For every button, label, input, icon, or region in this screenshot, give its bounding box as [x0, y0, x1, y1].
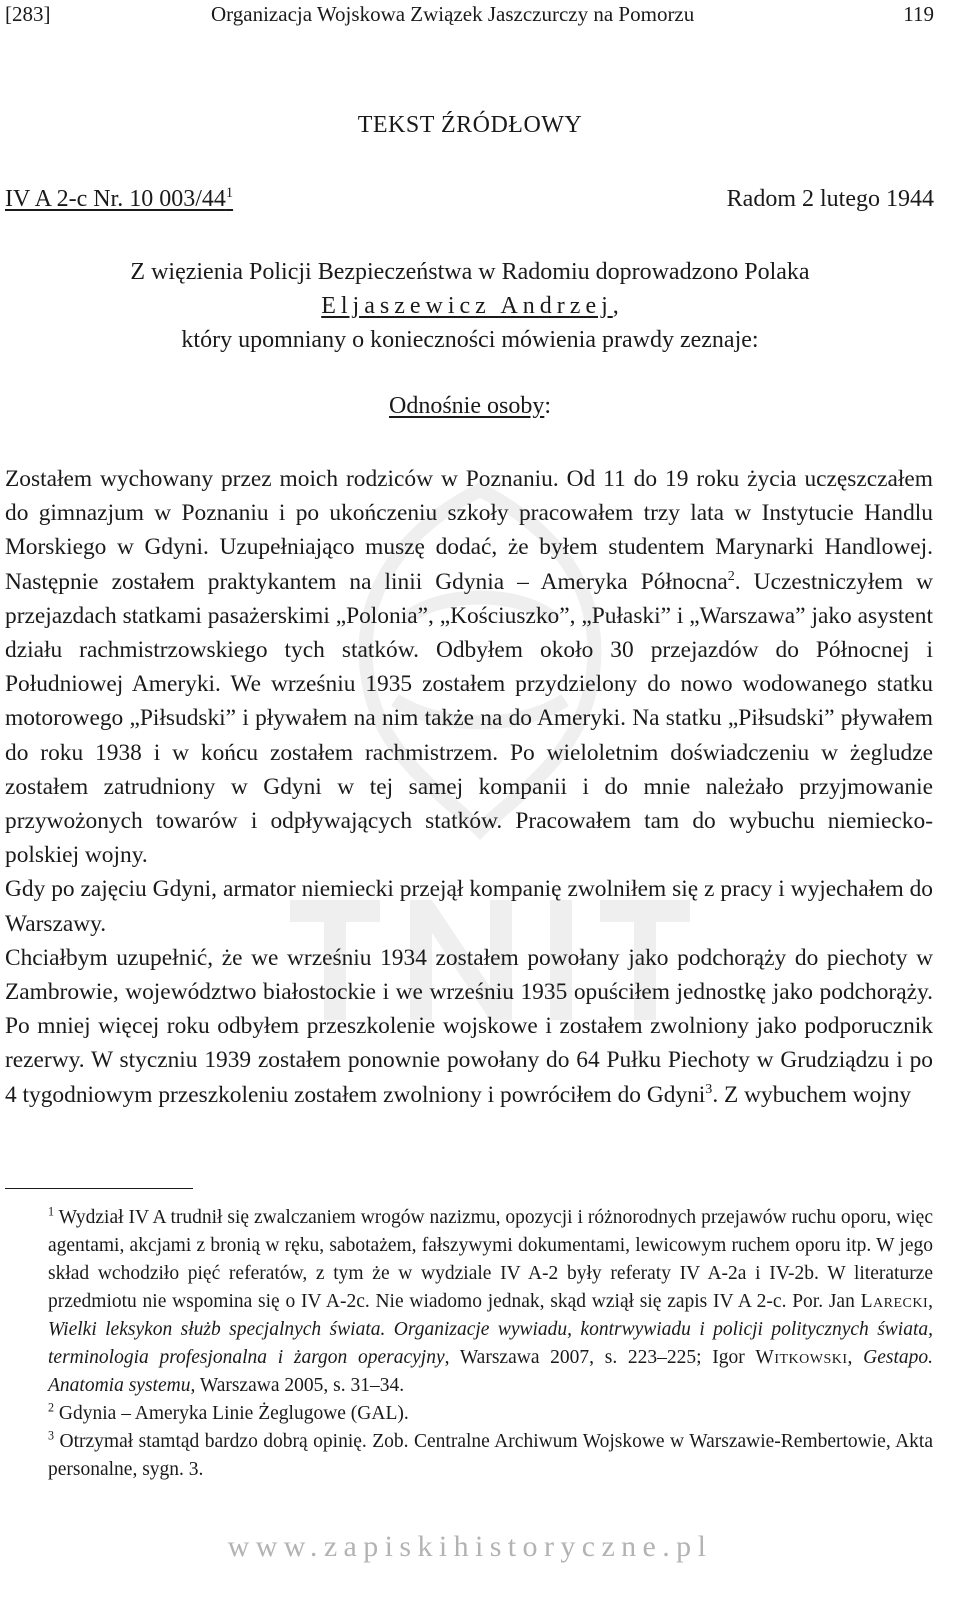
- intro-line: który upomniany o konieczności mówienia prawdy zeznaje:: [181, 327, 759, 353]
- intro-block: [0, 255, 940, 357]
- footnote-text: ,: [847, 1347, 864, 1368]
- footnotes: [5, 1204, 933, 1484]
- document-number-text: IV A 2-c Nr. 10 003/44: [5, 186, 226, 212]
- work-title: Gestapo. Anatomia systemu: [48, 1347, 933, 1396]
- subheading-text: Odnośnie osoby: [388, 393, 545, 419]
- place-and-date: Radom 2 lutego 1944: [726, 186, 934, 212]
- body-paragraph: Gdy po zajęciu Gdyni, armator niemiecki przejął kompanię zwolniłem się z pracy i wyjechałem do Warszawy.: [5, 876, 933, 937]
- footnote-text: Wydział IV A trudnił się zwalczaniem wrogów nazizmu, opozycji i różnorodnych przejawów ruchu oporu, więc agentami, akcjami z bronią w ręku, sabotażem, fałszywymi dokumentami, lewicowym ruchem oporu itp. W jego skład wchodziło pięć referatów, z tym że w wydziale IV A-2 były referaty IV A-2a i IV-2b. W literaturze przedmiotu nie wspomina się o IV A-2c. Nie wiadomo jednak, skąd wziął się zapis IV A 2-c. Por. Jan: [48, 1207, 933, 1312]
- running-header: [5, 2, 934, 32]
- page-number: 119: [903, 2, 934, 26]
- footnote-text: ,: [928, 1291, 933, 1312]
- document-number: [5, 186, 233, 213]
- intro-name-line: [0, 289, 940, 323]
- footnote-separator: [5, 1188, 193, 1189]
- body-paragraph: [5, 462, 933, 872]
- section-title: TEKST ŹRÓDŁOWY: [357, 112, 583, 138]
- running-title: Organizacja Wojskowa Związek Jaszczurczy na Pomorzu: [211, 2, 695, 26]
- footnote-1: [5, 1204, 933, 1400]
- footnote-number: 2: [48, 1400, 55, 1415]
- intro-line: Z więzienia Policji Bezpieczeństwa w Radomiu doprowadzono Polaka: [130, 259, 810, 285]
- subheading: [0, 393, 940, 420]
- body-text: . Z wybuchem wojny: [712, 1081, 912, 1108]
- work-title: Wielki leksykon służb specjalnych świata. Organizacje wywiadu, kontrwywiadu i policji politycznych świata, terminologia profesjonalna i żargon operacyjny: [48, 1319, 933, 1368]
- testimony-body: [5, 462, 933, 1112]
- author-name: Witkowski: [755, 1347, 848, 1368]
- footnote-text: , Warszawa 2007, s. 223–225; Igor: [444, 1347, 756, 1368]
- footnote-mark-3: 3: [705, 1080, 713, 1097]
- person-name: Eljaszewicz Andrzej: [321, 293, 613, 319]
- body-paragraph: [5, 941, 933, 1112]
- name-punctuation: ,: [612, 293, 619, 319]
- body-text: Chciałbym uzupełnić, że we wrześniu 1934 zostałem powołany jako podchorąży do piechoty w Zambrowie, województwo białostockie i we wrześniu 1935 opuściłem jednostkę jako podchorąży. Po mniej więcej roku odbyłem przeszkolenie wojskowe i zostałem zwolniony jako podporucznik rezerwy. W styczniu 1939 zostałem ponownie powołany do 64 Pułku Piechoty w Grudziądzu i po 4 tygodniowym przeszkoleniu zostałem zwolniony i powróciłem do Gdyni: [5, 944, 933, 1108]
- footnote-3: [5, 1428, 933, 1484]
- author-name: Larecki: [860, 1291, 929, 1312]
- subheading-punctuation: :: [544, 393, 551, 419]
- footnote-text: Otrzymał stamtąd bardzo dobrą opinię. Zob. Centralne Archiwum Wojskowe w Warszawie-Rembertowie, Akta personalne, sygn. 3.: [48, 1431, 934, 1480]
- footnote-text: , Warszawa 2005, s. 31–34.: [190, 1375, 405, 1396]
- footnote-mark-2: 2: [727, 567, 735, 584]
- footnote-2: [5, 1400, 933, 1428]
- footer-url: www.zapiskihistoryczne.pl: [227, 1530, 713, 1563]
- footnote-number: 3: [48, 1428, 55, 1443]
- body-text: . Uczestniczyłem w przejazdach statkami pasażerskimi „Polonia”, „Kościuszko”, „Pułaski” i „Warszawa” jako asystent działu rachmistrzowskiego tych statków. Odbyłem około 30 przejazdów do Północnej i Południowej Ameryki. We wrześniu 1935 zostałem przydzielony do nowo wodowanego statku motorowego „Piłsudski” i pływałem na nim także na do Ameryki. Na statku „Piłsudski” pływałem do roku 1938 i w końcu zostałem rachmistrzem. Po wieloletnim doświadczeniu w żegludze zostałem zatrudniony w Gdyni w tej samej kompanii i do mnie należało przyjmowanie przywożonych towarów i odpływających statków. Pracowałem tam do wybuchu niemiecko-polskiej wojny.: [5, 568, 933, 869]
- bracketed-page-number: [283]: [5, 2, 51, 26]
- footnote-text: Gdynia – Ameryka Linie Żeglugowe (GAL).: [58, 1403, 409, 1424]
- footnote-mark-1: 1: [225, 185, 234, 201]
- body-text: Zostałem wychowany przez moich rodziców w Poznaniu. Od 11 do 19 roku życia uczęszczałem do gimnazjum w Poznaniu i po ukończeniu szkoły pracowałem trzy lata w Instytucie Handlu Morskiego w Gdyni. Uzupełniająco muszę dodać, że byłem studentem Marynarki Handlowej. Następnie zostałem praktykantem na linii Gdynia – Ameryka Północna: [5, 466, 933, 595]
- footnote-number: 1: [48, 1204, 55, 1219]
